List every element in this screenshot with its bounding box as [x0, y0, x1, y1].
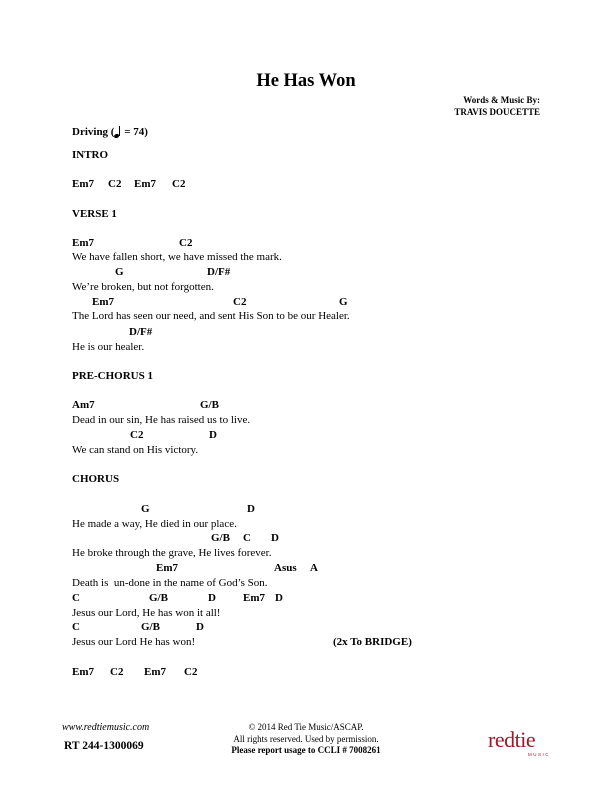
- section-intro-label: INTRO: [72, 149, 109, 161]
- chord: Em7: [72, 666, 94, 678]
- chord: Em7: [92, 296, 114, 308]
- chord: C2: [179, 237, 193, 249]
- section-prechorus1-label: PRE-CHORUS 1: [72, 370, 153, 382]
- credit-label: Words & Music By:: [463, 95, 540, 105]
- tempo-marking: [72, 125, 148, 138]
- chord: Em7: [144, 666, 166, 678]
- lyric-line: He is our healer.: [72, 341, 145, 353]
- lyric-line: He broke through the grave, He lives forever.: [72, 547, 272, 559]
- song-title: He Has Won: [256, 71, 356, 91]
- lyric-line: Jesus our Lord, He has won it all!: [72, 607, 221, 619]
- chord: Em7: [243, 592, 265, 604]
- chord: C2: [108, 178, 122, 190]
- repeat-instruction: (2x To BRIDGE): [333, 636, 412, 648]
- lyric-line: Jesus our Lord He has won!: [72, 636, 196, 648]
- chord: C2: [110, 666, 124, 678]
- quarter-note-icon: [114, 125, 121, 137]
- chord: D: [271, 532, 279, 544]
- chord: D: [209, 429, 217, 441]
- chord: Em7: [134, 178, 156, 190]
- chord: C: [243, 532, 251, 544]
- footer-ccli: Please report usage to CCLI # 7008261: [231, 745, 381, 755]
- chord: D: [208, 592, 216, 604]
- chord: G: [141, 503, 150, 515]
- chord: G/B: [149, 592, 168, 604]
- lyric-line: We’re broken, but not forgotten.: [72, 281, 214, 293]
- tempo-prefix: Driving (: [72, 126, 115, 138]
- chord: C2: [233, 296, 247, 308]
- chord: Asus: [274, 562, 297, 574]
- chord: D/F#: [207, 266, 231, 278]
- chord: D/F#: [129, 326, 153, 338]
- redtie-logo: redtie: [488, 727, 536, 752]
- chord: G: [115, 266, 124, 278]
- lyric-line: We can stand on His victory.: [72, 444, 199, 456]
- chord: G/B: [211, 532, 230, 544]
- chord: C: [72, 621, 80, 633]
- chord: C2: [184, 666, 198, 678]
- chord: Em7: [72, 237, 94, 249]
- chord: G/B: [200, 399, 219, 411]
- section-chorus-label: CHORUS: [72, 473, 120, 485]
- credit-author: TRAVIS DOUCETTE: [454, 107, 540, 117]
- footer-website: www.redtiemusic.com: [62, 722, 150, 733]
- chord: D: [275, 592, 283, 604]
- chord: C2: [172, 178, 186, 190]
- footer-copyright: © 2014 Red Tie Music/ASCAP.: [248, 722, 364, 732]
- chord: Em7: [156, 562, 178, 574]
- chord: Am7: [72, 399, 95, 411]
- chord: G: [339, 296, 348, 308]
- chord: D: [247, 503, 255, 515]
- footer-product-code: RT 244-1300069: [64, 740, 144, 752]
- chord: C2: [130, 429, 144, 441]
- redtie-logo-subtitle: MUSIC: [528, 752, 550, 757]
- tempo-suffix: = 74): [121, 126, 148, 138]
- chord: A: [310, 562, 318, 574]
- lyric-line: Death is un-done in the name of God’s Son.: [72, 577, 268, 589]
- lyric-line: We have fallen short, we have missed the mark.: [72, 251, 282, 263]
- lyric-line: The Lord has seen our need, and sent His Son to be our Healer.: [72, 310, 350, 322]
- chord: D: [196, 621, 204, 633]
- lyric-line: Dead in our sin, He has raised us to live.: [72, 414, 251, 426]
- lyric-line: He made a way, He died in our place.: [72, 518, 237, 530]
- chord: Em7: [72, 178, 94, 190]
- footer-rights: All rights reserved. Used by permission.: [233, 734, 379, 744]
- section-verse1-label: VERSE 1: [72, 208, 117, 220]
- chord: G/B: [141, 621, 160, 633]
- chord: C: [72, 592, 80, 604]
